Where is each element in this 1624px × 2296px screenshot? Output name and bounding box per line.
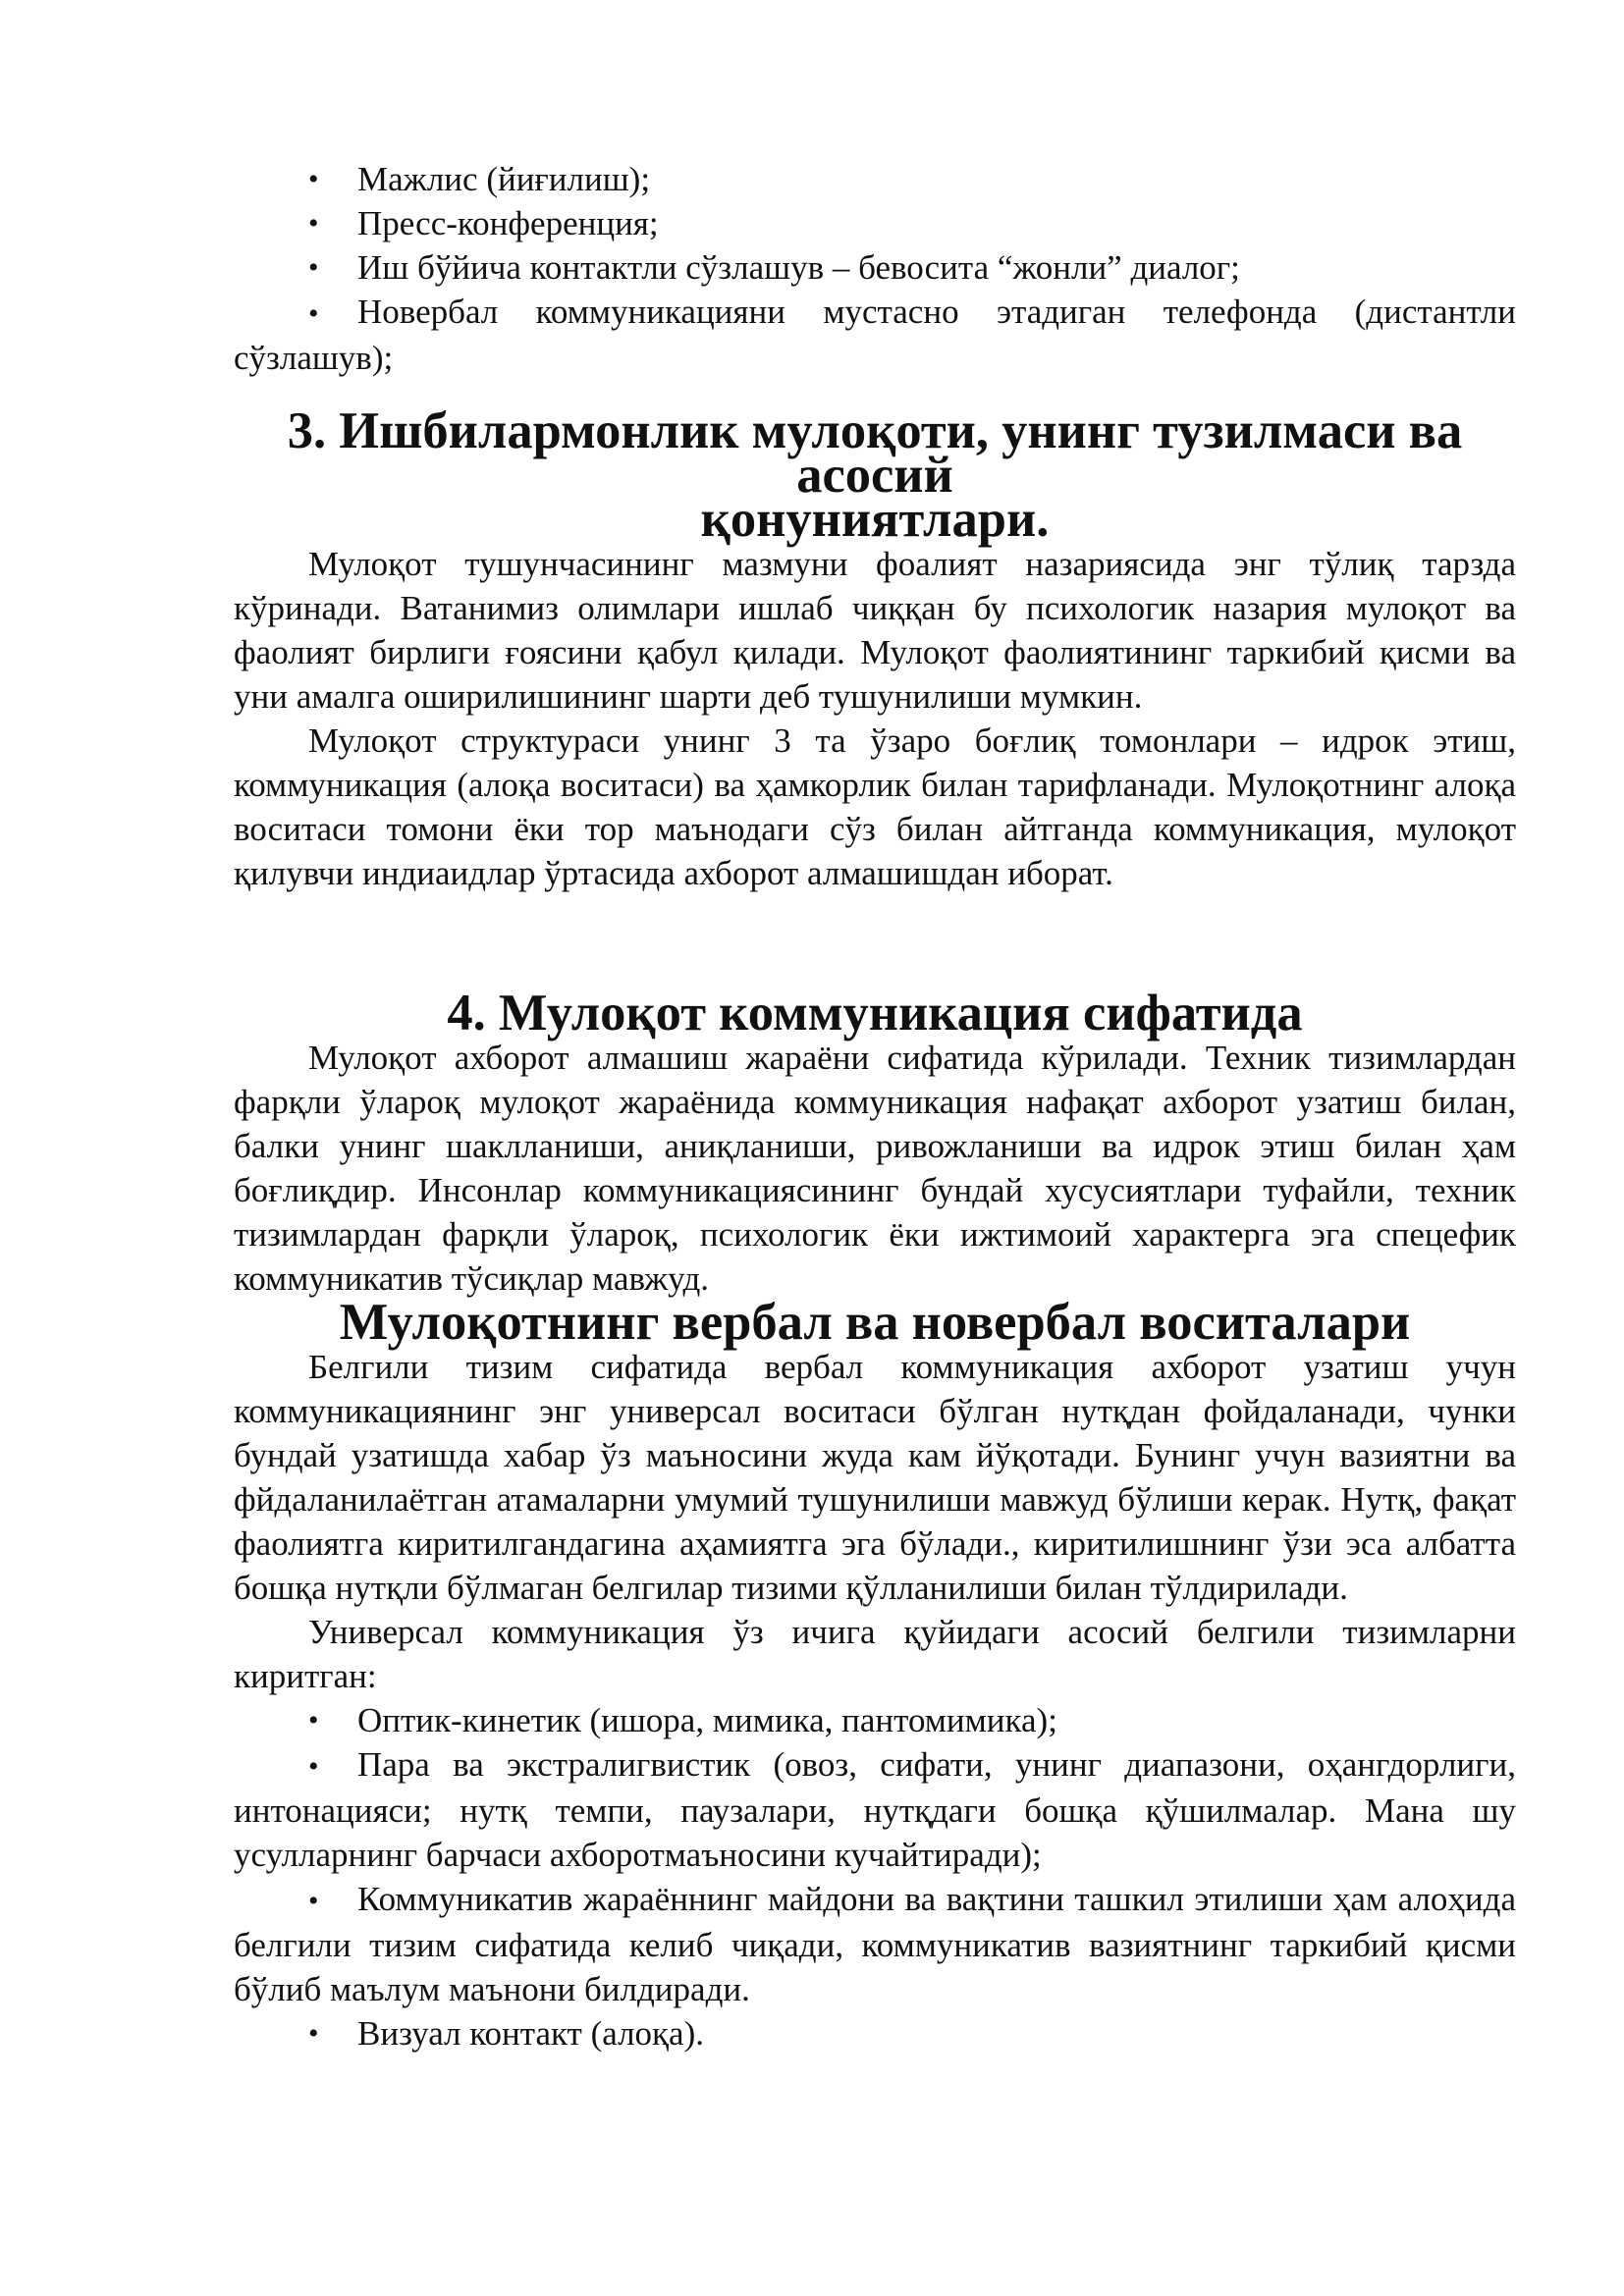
heading-line: 3. Ишбилармонлик мулоқоти, унинг тузилмаси ва асосий (287, 402, 1463, 504)
bullet-icon: • (308, 251, 319, 284)
spacer (234, 895, 1516, 991)
list-item-text: Визуал контакт (алоқа). (357, 2014, 704, 2053)
list-item (234, 245, 1516, 290)
paragraph: Мулоқот тушунчасининг мазмуни фоалият назариясида энг тўлиқ тарзда кўринади. Ватанимиз олимлари ишлаб чиққан бу психологик назария мулоқот ва фаолият бирлиги ғоясини қабул қилади. Мулоқот фаолиятининг таркибий қисми ва уни амалга оширилишининг шарти деб тушунилиши мумкин. (234, 545, 1516, 716)
paragraph: Белгили тизим сифатида вербал коммуникация ахборот узатиш учун коммуникациянинг энг универсал воситаси бўлган нутқдан фойдаланади, чунки бундай узатишда хабар ўз маъносини жуда кам йўқотади. Бунинг учун вазиятни ва фйдаланилаётган атамаларни умумий тушунилиши мавжуд бўлиши керак. Нутқ, фақат фаолиятга киритилгандагина аҳамиятга эга бўлади., киритилишнинг ўзи эса албатта бошқа нутқли бўлмаган белгилар тизими қўлланилиши билан тўлдирилади. (234, 1348, 1516, 1607)
bullet-icon: • (308, 2017, 319, 2050)
heading-line: қонуниятлари. (700, 491, 1050, 548)
list-item (234, 1698, 1516, 1742)
bullet-icon: • (308, 1885, 319, 1917)
list-item (234, 157, 1516, 201)
list-item (234, 1742, 1516, 1877)
list-item-text: Пара ва экстралигвистик (овоз, сифати, унинг диапазони, оҳангдорлиги, интонацияси; нутқ темпи, паузалари, нутқдаги бошқа қўшилмалар. Мана шу усулларнинг барчаси ахборотмаъносини кучайтиради); (234, 1745, 1516, 1874)
paragraph: Универсал коммуникация ўз ичига қуйидаги асосий белгили тизимларни киритган: (234, 1613, 1516, 1695)
list-item (234, 290, 1516, 380)
section-3-heading (234, 402, 1516, 548)
communication-forms-list (234, 157, 1516, 380)
bullet-icon: • (308, 297, 319, 330)
paragraph: Мулоқот структураси унинг 3 та ўзаро боғлиқ томонлари – идрок этиш, коммуникация (алоқа воситаси) ва ҳамкорлик билан тарифланади. Мулоқотнинг алоқа воситаси томони ёки тор маънодаги сўз билан айтганда коммуникация, мулоқот қилувчи индиаидлар ўртасида ахборот алмашишдан иборат. (234, 721, 1516, 892)
list-item (234, 201, 1516, 245)
bullet-icon: • (308, 207, 319, 240)
list-item-text: Новербал коммуникацияни мустасно этадиган телефонда (дистантли сўзлашув); (234, 293, 1516, 377)
list-item-text: Оптик-кинетик (ишора, мимика, пантомимика); (357, 1701, 1057, 1739)
list-item-text: Иш бўйича контактли сўзлашув – бевосита “жонли” диалог; (357, 248, 1240, 287)
bullet-icon: • (308, 163, 319, 195)
paragraph: Мулоқот ахборот алмашиш жараёни сифатида кўрилади. Техник тизимлардан фарқли ўлароқ мулоқот жараёнида коммуникация нафақат ахборот узатиш билан, балки унинг шаклланиши, аниқланиши, ривожланиши ва идрок этиш билан ҳам боғлиқдир. Инсонлар коммуникациясининг бундай хусусиятлари туфайли, техник тизимлардан фарқли ўлароқ, психологик ёки ижтимоий характерга эга спецефик коммуникатив тўсиқлар мавжуд. (234, 1039, 1516, 1298)
sign-systems-list (234, 1698, 1516, 2056)
list-item-text: Мажлис (йиғилиш); (357, 160, 651, 198)
list-item (234, 1877, 1516, 2011)
bullet-icon: • (308, 1750, 319, 1783)
bullet-icon: • (308, 1704, 319, 1736)
list-item (234, 2011, 1516, 2056)
section-verbal-nonverbal-heading: Мулоқотнинг вербал ва новербал воситалари (339, 1294, 1411, 1351)
list-item-text: Коммуникатив жараённинг майдони ва вақтини ташкил этилиши ҳам алоҳида белгили тизим сифатида келиб чиқади, коммуникатив вазиятнинг таркибий қисми бўлиб маълум маънони билдиради. (234, 1880, 1516, 2008)
section-4-heading: 4. Мулоқот коммуникация сифатида (447, 985, 1303, 1041)
document-body (234, 157, 1516, 2056)
list-item-text: Пресс-конференция; (357, 204, 659, 242)
